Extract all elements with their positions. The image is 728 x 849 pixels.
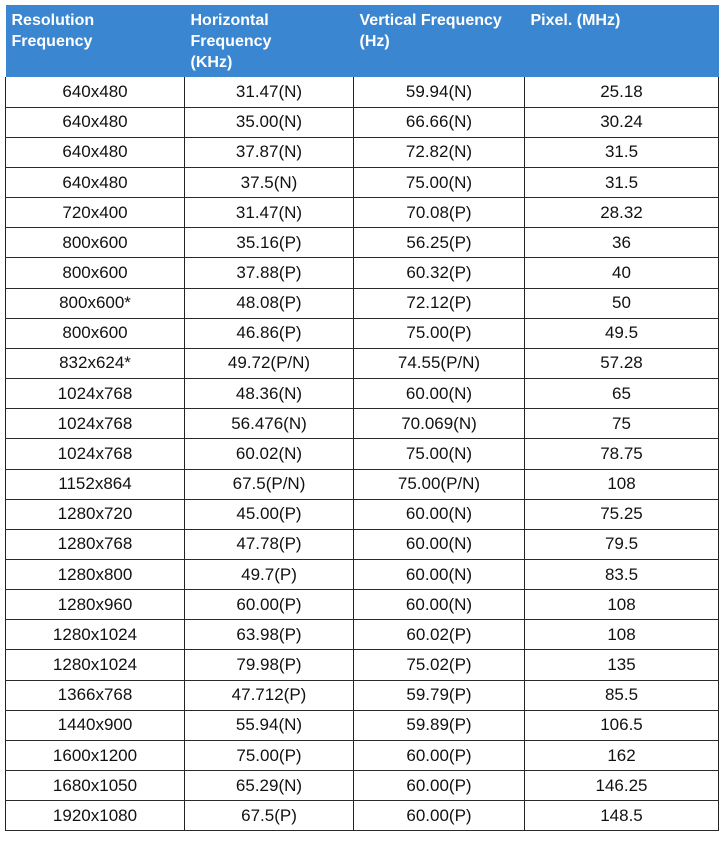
- table-row: [6, 379, 719, 409]
- table-row: [6, 771, 719, 801]
- resolution-cell: 1280x720: [6, 499, 185, 529]
- resolution-cell: 1024x768: [6, 439, 185, 469]
- vertical-frequency-cell: 75.00(N): [354, 167, 525, 197]
- table-row: [6, 680, 719, 710]
- resolution-cell: 1024x768: [6, 379, 185, 409]
- vertical-frequency-cell: 59.79(P): [354, 680, 525, 710]
- horizontal-frequency-cell: 35.00(N): [185, 107, 354, 137]
- table-row: [6, 409, 719, 439]
- table-body: [6, 77, 719, 831]
- timing-table-container: [5, 5, 718, 831]
- vertical-frequency-cell: 60.00(P): [354, 740, 525, 770]
- pixel-clock-cell: 85.5: [525, 680, 719, 710]
- horizontal-frequency-cell: 79.98(P): [185, 650, 354, 680]
- pixel-clock-cell: 106.5: [525, 710, 719, 740]
- vertical-frequency-cell: 75.00(P/N): [354, 469, 525, 499]
- table-row: [6, 560, 719, 590]
- pixel-clock-cell: 135: [525, 650, 719, 680]
- horizontal-frequency-cell: 60.00(P): [185, 590, 354, 620]
- pixel-clock-cell: 108: [525, 590, 719, 620]
- pixel-clock-cell: 79.5: [525, 529, 719, 559]
- table-row: [6, 590, 719, 620]
- pixel-clock-cell: 49.5: [525, 318, 719, 348]
- vertical-frequency-cell: 66.66(N): [354, 107, 525, 137]
- resolution-cell: 1440x900: [6, 710, 185, 740]
- horizontal-frequency-cell: 35.16(P): [185, 228, 354, 258]
- pixel-clock-cell: 25.18: [525, 77, 719, 107]
- resolution-cell: 720x400: [6, 198, 185, 228]
- pixel-clock-cell: 148.5: [525, 801, 719, 831]
- pixel-clock-cell: 30.24: [525, 107, 719, 137]
- pixel-clock-cell: 78.75: [525, 439, 719, 469]
- resolution-cell: 640x480: [6, 107, 185, 137]
- vertical-frequency-cell: 72.12(P): [354, 288, 525, 318]
- pixel-clock-cell: 75: [525, 409, 719, 439]
- horizontal-frequency-cell: 48.36(N): [185, 379, 354, 409]
- table-row: [6, 529, 719, 559]
- resolution-cell: 800x600: [6, 258, 185, 288]
- resolution-cell: 1280x800: [6, 560, 185, 590]
- horizontal-frequency-cell: 67.5(P/N): [185, 469, 354, 499]
- resolution-cell: 640x480: [6, 137, 185, 167]
- vertical-frequency-cell: 75.00(N): [354, 439, 525, 469]
- resolution-cell: 800x600: [6, 318, 185, 348]
- table-row: [6, 318, 719, 348]
- horizontal-frequency-cell: 63.98(P): [185, 620, 354, 650]
- vertical-frequency-cell: 60.00(N): [354, 529, 525, 559]
- vertical-frequency-cell: 60.00(N): [354, 379, 525, 409]
- pixel-clock-cell: 31.5: [525, 137, 719, 167]
- table-row: [6, 620, 719, 650]
- vertical-frequency-cell: 59.94(N): [354, 77, 525, 107]
- vertical-frequency-cell: 72.82(N): [354, 137, 525, 167]
- resolution-cell: 800x600: [6, 228, 185, 258]
- horizontal-frequency-cell: 31.47(N): [185, 198, 354, 228]
- header-row: [6, 5, 719, 77]
- table-header: [6, 5, 719, 77]
- horizontal-frequency-cell: 55.94(N): [185, 710, 354, 740]
- resolution-cell: 1280x960: [6, 590, 185, 620]
- header-vertical-frequency: Vertical Frequency (Hz): [354, 5, 525, 77]
- table-row: [6, 107, 719, 137]
- header-resolution: Resolution Frequency: [6, 5, 185, 77]
- table-row: [6, 288, 719, 318]
- vertical-frequency-cell: 74.55(P/N): [354, 348, 525, 378]
- horizontal-frequency-cell: 65.29(N): [185, 771, 354, 801]
- horizontal-frequency-cell: 45.00(P): [185, 499, 354, 529]
- horizontal-frequency-cell: 46.86(P): [185, 318, 354, 348]
- vertical-frequency-cell: 60.00(P): [354, 801, 525, 831]
- resolution-cell: 1280x768: [6, 529, 185, 559]
- table-row: [6, 348, 719, 378]
- header-pixel-clock: Pixel. (MHz): [525, 5, 719, 77]
- pixel-clock-cell: 57.28: [525, 348, 719, 378]
- horizontal-frequency-cell: 48.08(P): [185, 288, 354, 318]
- pixel-clock-cell: 40: [525, 258, 719, 288]
- resolution-cell: 1600x1200: [6, 740, 185, 770]
- resolution-cell: 800x600*: [6, 288, 185, 318]
- horizontal-frequency-cell: 67.5(P): [185, 801, 354, 831]
- table-row: [6, 137, 719, 167]
- resolution-cell: 1280x1024: [6, 620, 185, 650]
- resolution-cell: 1920x1080: [6, 801, 185, 831]
- table-row: [6, 439, 719, 469]
- pixel-clock-cell: 108: [525, 620, 719, 650]
- resolution-cell: 1152x864: [6, 469, 185, 499]
- horizontal-frequency-cell: 31.47(N): [185, 77, 354, 107]
- vertical-frequency-cell: 70.069(N): [354, 409, 525, 439]
- resolution-cell: 1024x768: [6, 409, 185, 439]
- vertical-frequency-cell: 60.02(P): [354, 620, 525, 650]
- horizontal-frequency-cell: 47.78(P): [185, 529, 354, 559]
- vertical-frequency-cell: 59.89(P): [354, 710, 525, 740]
- table-row: [6, 77, 719, 107]
- pixel-clock-cell: 108: [525, 469, 719, 499]
- horizontal-frequency-cell: 75.00(P): [185, 740, 354, 770]
- resolution-cell: 1680x1050: [6, 771, 185, 801]
- table-row: [6, 710, 719, 740]
- pixel-clock-cell: 75.25: [525, 499, 719, 529]
- horizontal-frequency-cell: 60.02(N): [185, 439, 354, 469]
- pixel-clock-cell: 31.5: [525, 167, 719, 197]
- vertical-frequency-cell: 60.32(P): [354, 258, 525, 288]
- horizontal-frequency-cell: 49.72(P/N): [185, 348, 354, 378]
- vertical-frequency-cell: 60.00(N): [354, 499, 525, 529]
- table-row: [6, 740, 719, 770]
- vertical-frequency-cell: 56.25(P): [354, 228, 525, 258]
- table-row: [6, 499, 719, 529]
- table-row: [6, 650, 719, 680]
- pixel-clock-cell: 65: [525, 379, 719, 409]
- vertical-frequency-cell: 70.08(P): [354, 198, 525, 228]
- vertical-frequency-cell: 60.00(N): [354, 590, 525, 620]
- table-row: [6, 228, 719, 258]
- vertical-frequency-cell: 60.00(N): [354, 560, 525, 590]
- resolution-cell: 640x480: [6, 167, 185, 197]
- pixel-clock-cell: 36: [525, 228, 719, 258]
- header-horizontal-frequency: Horizontal Frequency (KHz): [185, 5, 354, 77]
- table-row: [6, 469, 719, 499]
- horizontal-frequency-cell: 56.476(N): [185, 409, 354, 439]
- vertical-frequency-cell: 75.00(P): [354, 318, 525, 348]
- pixel-clock-cell: 28.32: [525, 198, 719, 228]
- horizontal-frequency-cell: 37.5(N): [185, 167, 354, 197]
- resolution-cell: 1280x1024: [6, 650, 185, 680]
- vertical-frequency-cell: 75.02(P): [354, 650, 525, 680]
- horizontal-frequency-cell: 47.712(P): [185, 680, 354, 710]
- resolution-cell: 832x624*: [6, 348, 185, 378]
- horizontal-frequency-cell: 49.7(P): [185, 560, 354, 590]
- table-row: [6, 167, 719, 197]
- resolution-cell: 640x480: [6, 77, 185, 107]
- table-row: [6, 198, 719, 228]
- display-timing-table: [5, 5, 719, 831]
- horizontal-frequency-cell: 37.88(P): [185, 258, 354, 288]
- pixel-clock-cell: 146.25: [525, 771, 719, 801]
- pixel-clock-cell: 83.5: [525, 560, 719, 590]
- pixel-clock-cell: 162: [525, 740, 719, 770]
- table-row: [6, 258, 719, 288]
- horizontal-frequency-cell: 37.87(N): [185, 137, 354, 167]
- resolution-cell: 1366x768: [6, 680, 185, 710]
- pixel-clock-cell: 50: [525, 288, 719, 318]
- table-row: [6, 801, 719, 831]
- vertical-frequency-cell: 60.00(P): [354, 771, 525, 801]
